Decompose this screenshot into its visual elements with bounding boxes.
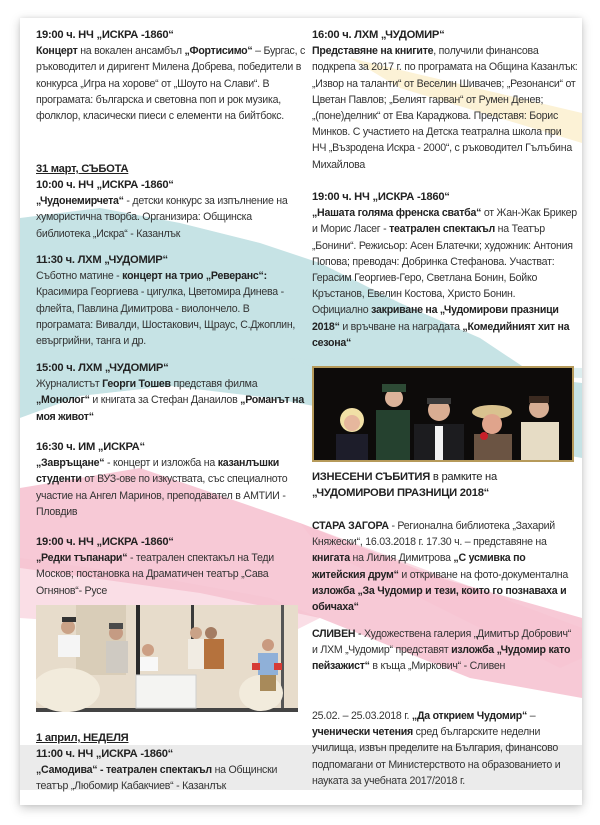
event-heading: 19:00 ч. НЧ „ИСКРА -1860“: [36, 536, 174, 548]
event-heading: 15:00 ч. ЛХМ „ЧУДОМИР“: [36, 362, 169, 374]
event-description: 25.02. – 25.03.2018 г. „Да открием Чудомир“ – ученически четения сред българските неделни училища, извън пределите на България, финансово подпомагани от Министерството на образованието и науката за учебната 2017/2018 г.: [312, 710, 561, 787]
event-description: Журналистът Георги Тошев представя филма „Монолог“ и книгата за Стефан Данаилов „Романът на моя живот“: [36, 378, 304, 423]
event-heading: 11:30 ч. ЛХМ „ЧУДОМИР“: [36, 254, 168, 266]
event-description: „Завръщане“ - концерт и изложба на казанлъшки студенти от ВУЗ-ове по изкуствата, със специалното участие на Ангел Маринов, преподавател в АМТИИ - Пловдив: [36, 457, 288, 518]
program-page: [20, 18, 582, 805]
event-description: „Чудонемирчета“ - детски конкурс за изпълнение на хумористична творба. Организира: Общинска библиотека „Искра“ - Казанлък: [36, 195, 288, 240]
event-heading: 19:00 ч. НЧ „ИСКРА -1860“: [36, 29, 174, 41]
event-chudonemirchata: [36, 177, 306, 242]
event-zavrashtane: [36, 439, 306, 520]
day-heading-march-31: 31 март, СЪБОТА: [36, 163, 129, 175]
day-heading-april-1: 1 април, НЕДЕЛЯ: [36, 732, 129, 744]
event-georgi-toshev: [36, 360, 306, 425]
event-description: СЛИВЕН - Художествена галерия „Димитър Добрович“ и ЛХМ „Чудомир“ представят изложба „Чудомир като пейзажист“ в къща „Миркович“ - Сливен: [312, 628, 572, 673]
event-redki-tapanari: [36, 534, 306, 599]
event-samodiva: [36, 746, 306, 795]
event-heading: 10:00 ч. НЧ „ИСКРА -1860“: [36, 179, 174, 191]
event-description: „Самодива“ - театрален спектакъл на Общински театър „Любомир Кабакчиев“ - Казанлък: [36, 764, 278, 793]
event-description: Концерт на вокален ансамбъл „Фортисимо“ – Бургас, с ръководител и диригент Милена Добрева, победители в конкурса „Игра на хорове“ от „Шоуто на Слави“. В програмата: българска и световна поп и рок музика, фолклор, класически пиеси с елементи на бийтбокс.: [36, 45, 306, 123]
event-heading: 11:00 ч. НЧ „ИСКРА -1860“: [36, 748, 174, 760]
event-description: Съботно матине - концерт на трио „Реверанс“: Красимира Георгиева - цигулка, Цветомира Динева - флейта, Павлина Димитрова - виолончело. В програмата: Вивалди, Шостакович, Щраус, С.Джоплин, евъргрийни, танга и др.: [36, 270, 296, 348]
event-description: СТАРА ЗАГОРА - Регионална библиотека „Захарий Княжески“, 16.03.2018 г. 17.30 ч. – представяне на книгата на Лилия Димитрова „С усмивка по житейския друм“ и откриване на фото-документална изложба „За Чудомир и тези, които го познаваха и обичаха“: [312, 520, 569, 614]
closing-ceremony-note: Официално закриване на „Чудомирови празници 2018“ и връчване на наградата „Комедийният хит на сезона“: [312, 304, 570, 349]
section-heading-external-events: ИЗНЕСЕНИ СЪБИТИЯ в рамките на „ЧУДОМИРОВИ ПРАЗНИЦИ 2018“: [312, 471, 497, 500]
event-sliven: [312, 626, 578, 675]
event-french-wedding: [312, 189, 578, 351]
event-heading: 19:00 ч. НЧ „ИСКРА -1860“: [312, 191, 450, 203]
event-fortissimo: [36, 27, 306, 124]
event-heading: 16:30 ч. ИМ „ИСКРА“: [36, 441, 145, 453]
event-student-readings: [312, 708, 578, 789]
event-description: Представяне на книгите, получили финансова подкрепа за 2017 г. по програмата на Община Казанлък: „Извор на таланти“ от Веселин Шивачев; „Резонанси“ от Цветан Павлов; „Белият гарван“ от Румен Денев; „(поне)делник“ от Ева Караджова. Представя: Борис Минков. С участието на Детска театрална школа при НЧ „Възродена Искра - 2000“, с ръководител Гълъбина Михайлова: [312, 45, 578, 171]
event-book-presentation: [312, 27, 578, 173]
event-description: „Редки тъпанари“ - театрален спектакъл на Теди Москов; постановка на Драматичен театър „Сава Огнянов“- Русе: [36, 552, 274, 597]
photo-french-wedding-cast: [312, 366, 574, 462]
photo-redki-tapanari: [36, 605, 298, 712]
event-description: „Нашата голяма френска сватба“ от Жан-Жак Брикер и Морис Ласег - театрален спектакъл на Театър „Бонини“. Режисьор: Асен Блатечки; художник: Антония Попова; преводач: Добринка Стефанова. Участват: Герасим Георгиев-Геро, Светлана Бонин, Бойко Кръстанов, Евелин Костова, Христо Бонин.: [312, 207, 577, 301]
event-heading: 16:00 ч. ЛХМ „ЧУДОМИР“: [312, 29, 445, 41]
event-stara-zagora: [312, 518, 578, 615]
event-reverans-trio: [36, 252, 306, 349]
